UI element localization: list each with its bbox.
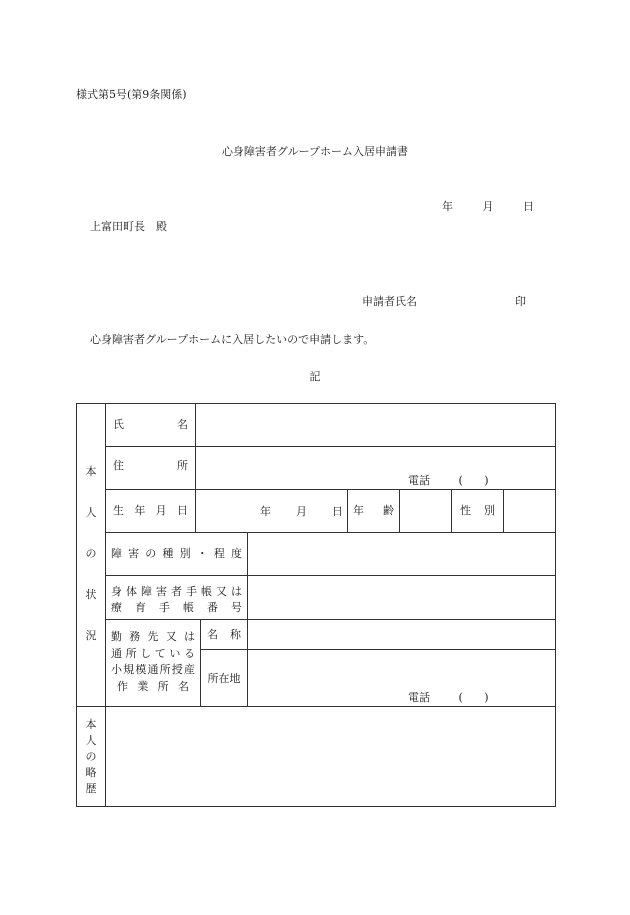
- side-char: 略: [85, 766, 97, 779]
- applicant-name-label: 申請者氏名: [362, 295, 417, 308]
- label-char: 体: [126, 585, 137, 598]
- label-char: 又: [165, 630, 177, 643]
- birth-year-unit: 年: [260, 504, 271, 518]
- label-char: 業: [137, 679, 149, 693]
- side-label-history: [76, 716, 106, 796]
- seal-mark: 印: [515, 295, 526, 308]
- workplace-phone: [408, 689, 489, 705]
- birthdate-input[interactable]: [196, 490, 347, 532]
- label-char: ・: [196, 547, 208, 560]
- label-char: 育: [135, 601, 146, 614]
- table-border-bottom: [76, 806, 556, 807]
- handbook-label-line: [111, 599, 242, 615]
- side-char: 人: [85, 734, 97, 747]
- side-char: 状: [85, 588, 97, 601]
- age-input[interactable]: [400, 490, 451, 532]
- label-char: 模: [135, 663, 147, 677]
- side-char: 本: [85, 718, 97, 731]
- label-char: 帳: [201, 585, 212, 598]
- birthdate-label: [106, 489, 195, 532]
- side-char: 本: [85, 465, 97, 478]
- label-char: 規: [123, 663, 135, 677]
- disability-type-label: [106, 532, 247, 575]
- side-char: 歴: [85, 782, 97, 795]
- age-label: [348, 489, 399, 532]
- label-char: 手: [186, 585, 197, 598]
- address-label: [106, 446, 195, 489]
- side-char: の: [85, 750, 97, 763]
- application-statement: 心身障害者グループホームに入居したいので申請します。: [90, 333, 375, 346]
- address-input[interactable]: [196, 447, 555, 489]
- label-char: 番: [207, 601, 218, 614]
- label-char: 年: [353, 504, 364, 517]
- label-char: は: [184, 630, 195, 643]
- label-char: 身: [111, 585, 122, 598]
- label-char: 称: [230, 627, 241, 641]
- table-border-right: [555, 403, 556, 807]
- workplace-location-input[interactable]: [248, 650, 555, 706]
- label-char: 年: [134, 504, 146, 517]
- side-char: 人: [85, 506, 97, 519]
- form-number: 様式第5号(第9条関係): [76, 88, 187, 101]
- label-char: 産: [183, 663, 195, 677]
- document-title: 心身障害者グループホーム入居申請書: [221, 145, 409, 158]
- history-input[interactable]: [106, 707, 555, 806]
- label-char: は: [231, 585, 242, 598]
- handbook-number-input[interactable]: [248, 576, 555, 619]
- phone-paren-open: (: [458, 691, 463, 704]
- birth-day-unit: 日: [332, 504, 343, 518]
- label-char: 住: [113, 459, 124, 472]
- label-char: 度: [230, 547, 242, 560]
- date-month-label: 月: [482, 200, 494, 213]
- phone-label: 電話: [408, 691, 430, 704]
- label-char: 帳: [183, 601, 194, 614]
- label-char: 又: [216, 585, 227, 598]
- label-char: 小: [111, 663, 122, 677]
- sex-input[interactable]: [504, 490, 555, 532]
- birth-month-unit: 月: [296, 504, 307, 518]
- phone-label: 電話: [408, 474, 430, 487]
- label-char: 療: [111, 601, 122, 614]
- label-char: い: [169, 646, 181, 660]
- label-char: 通: [147, 663, 159, 677]
- date-line: [442, 198, 534, 214]
- label-char: 障: [141, 585, 152, 598]
- label-char: 名: [177, 679, 189, 693]
- phone-paren-close: ): [484, 691, 489, 704]
- workplace-location-label: 所在地: [207, 671, 241, 685]
- label-char: 所: [177, 459, 188, 472]
- label-char: 者: [171, 585, 182, 598]
- label-char: 性: [460, 504, 471, 517]
- workplace-label-line: [111, 678, 195, 694]
- label-char: 手: [159, 601, 170, 614]
- side-char: 況: [85, 629, 97, 642]
- disability-type-input[interactable]: [248, 533, 555, 575]
- date-day-label: 日: [523, 200, 534, 213]
- label-char: 害: [128, 547, 140, 560]
- handbook-label-line: [111, 583, 242, 599]
- workplace-label-line: [111, 628, 195, 644]
- workplace-label-line: [111, 645, 195, 661]
- workplace-label-line: [111, 661, 195, 677]
- side-char: の: [85, 547, 97, 560]
- label-char: 齢: [383, 504, 394, 517]
- label-char: 障: [111, 547, 122, 560]
- label-char: 生: [113, 504, 124, 517]
- label-char: 名: [207, 627, 218, 641]
- sex-label: [452, 489, 503, 532]
- address-phone: [408, 472, 489, 488]
- label-char: 程: [213, 547, 225, 560]
- workplace-name-label: [201, 619, 247, 649]
- name-input[interactable]: [196, 404, 555, 446]
- date-year-label: 年: [442, 200, 453, 213]
- label-char: し: [140, 646, 152, 660]
- handbook-number-label: [111, 583, 242, 612]
- label-char: 日: [176, 504, 188, 517]
- name-label: [106, 403, 195, 446]
- phone-paren-close: ): [484, 474, 489, 487]
- label-char: 月: [155, 504, 167, 517]
- workplace-name-input[interactable]: [248, 620, 555, 649]
- label-char: 別: [179, 547, 191, 560]
- label-char: の: [145, 547, 157, 560]
- label-char: 勤: [111, 630, 122, 643]
- label-char: て: [154, 646, 166, 660]
- label-char: 務: [129, 630, 141, 643]
- label-char: 名: [177, 418, 188, 431]
- label-char: 所: [159, 663, 171, 677]
- label-char: 氏: [113, 418, 124, 431]
- phone-paren-open: (: [458, 474, 463, 487]
- label-char: 別: [484, 504, 495, 517]
- workplace-label: [111, 628, 195, 694]
- label-char: 通: [111, 646, 122, 660]
- label-char: 所: [157, 679, 169, 693]
- side-label-status: [76, 463, 106, 643]
- label-char: 所: [125, 646, 137, 660]
- label-char: 先: [147, 630, 159, 643]
- label-char: 種: [162, 547, 174, 560]
- label-char: る: [183, 646, 195, 660]
- applicant-line: [362, 293, 532, 309]
- addressee: 上富田町長 殿: [90, 220, 167, 233]
- label-char: 号: [231, 601, 242, 614]
- ki-heading: 記: [309, 370, 321, 383]
- label-char: 授: [171, 663, 183, 677]
- label-char: 害: [156, 585, 167, 598]
- label-char: 作: [117, 679, 128, 693]
